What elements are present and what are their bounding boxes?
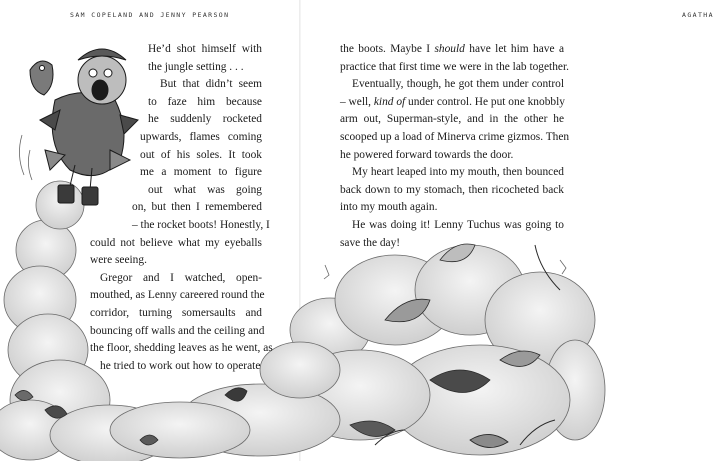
text-line: back down to my stomach, then ricocheted back xyxy=(340,183,564,196)
text-line: to faze him because xyxy=(148,95,262,108)
text-line: He’d shot himself with xyxy=(148,43,262,55)
text-line: on, but then I remembered xyxy=(132,201,262,214)
text-line: mouthed, as Lenny careered round the xyxy=(90,289,265,302)
text-line: But that didn’t seem xyxy=(160,78,262,91)
text-line: He was doing it! Lenny Tuchus was going to xyxy=(352,218,564,231)
text-line: the boots. Maybe I should have let him have a xyxy=(340,43,565,55)
text-line: out what was going xyxy=(148,183,262,196)
text-line: he powered forward towards the door. xyxy=(340,148,514,161)
text-line: practice that first time we were in the lab together. xyxy=(340,60,569,73)
text-line: Gregor and I watched, open- xyxy=(100,271,262,284)
text-line: the floor, shedding leaves as he went, as xyxy=(90,342,273,355)
right-text-block xyxy=(340,41,570,252)
text-line: – the rocket boots! Honestly, I xyxy=(132,218,270,231)
text-line: me a moment to figure xyxy=(140,166,262,179)
text-line: could not believe what my eyeballs xyxy=(90,236,262,249)
text-line: out of his soles. It took xyxy=(140,148,262,161)
text-line: into my mouth again. xyxy=(340,201,438,214)
text-line: scooped up a load of Minerva crime gizmos. Then xyxy=(340,130,570,143)
text-line: bouncing off walls and the ceiling and xyxy=(90,324,265,337)
running-head-left: SAM COPELAND AND JENNY PEARSON xyxy=(70,11,230,19)
text-line: upwards, flames coming xyxy=(140,130,262,143)
text-line: arm out, Superman-style, and in the other he xyxy=(340,113,564,126)
text-line: corridor, turning somersaults and xyxy=(90,306,262,319)
text-line: he tried to work out how to operate xyxy=(100,359,261,372)
text-line: he suddenly rocketed xyxy=(148,113,262,126)
text-line: were seeing. xyxy=(90,254,147,267)
running-head-right: AGATHA xyxy=(682,11,714,19)
text-line: My heart leaped into my mouth, then bounced xyxy=(352,166,564,179)
text-line: the jungle setting . . . xyxy=(148,60,244,73)
text-line: Eventually, though, he got them under control xyxy=(352,78,564,91)
text-line: save the day! xyxy=(340,236,401,249)
left-text-block xyxy=(70,41,273,375)
text-line: – well, kind of under control. He put one knobbly xyxy=(340,95,565,108)
